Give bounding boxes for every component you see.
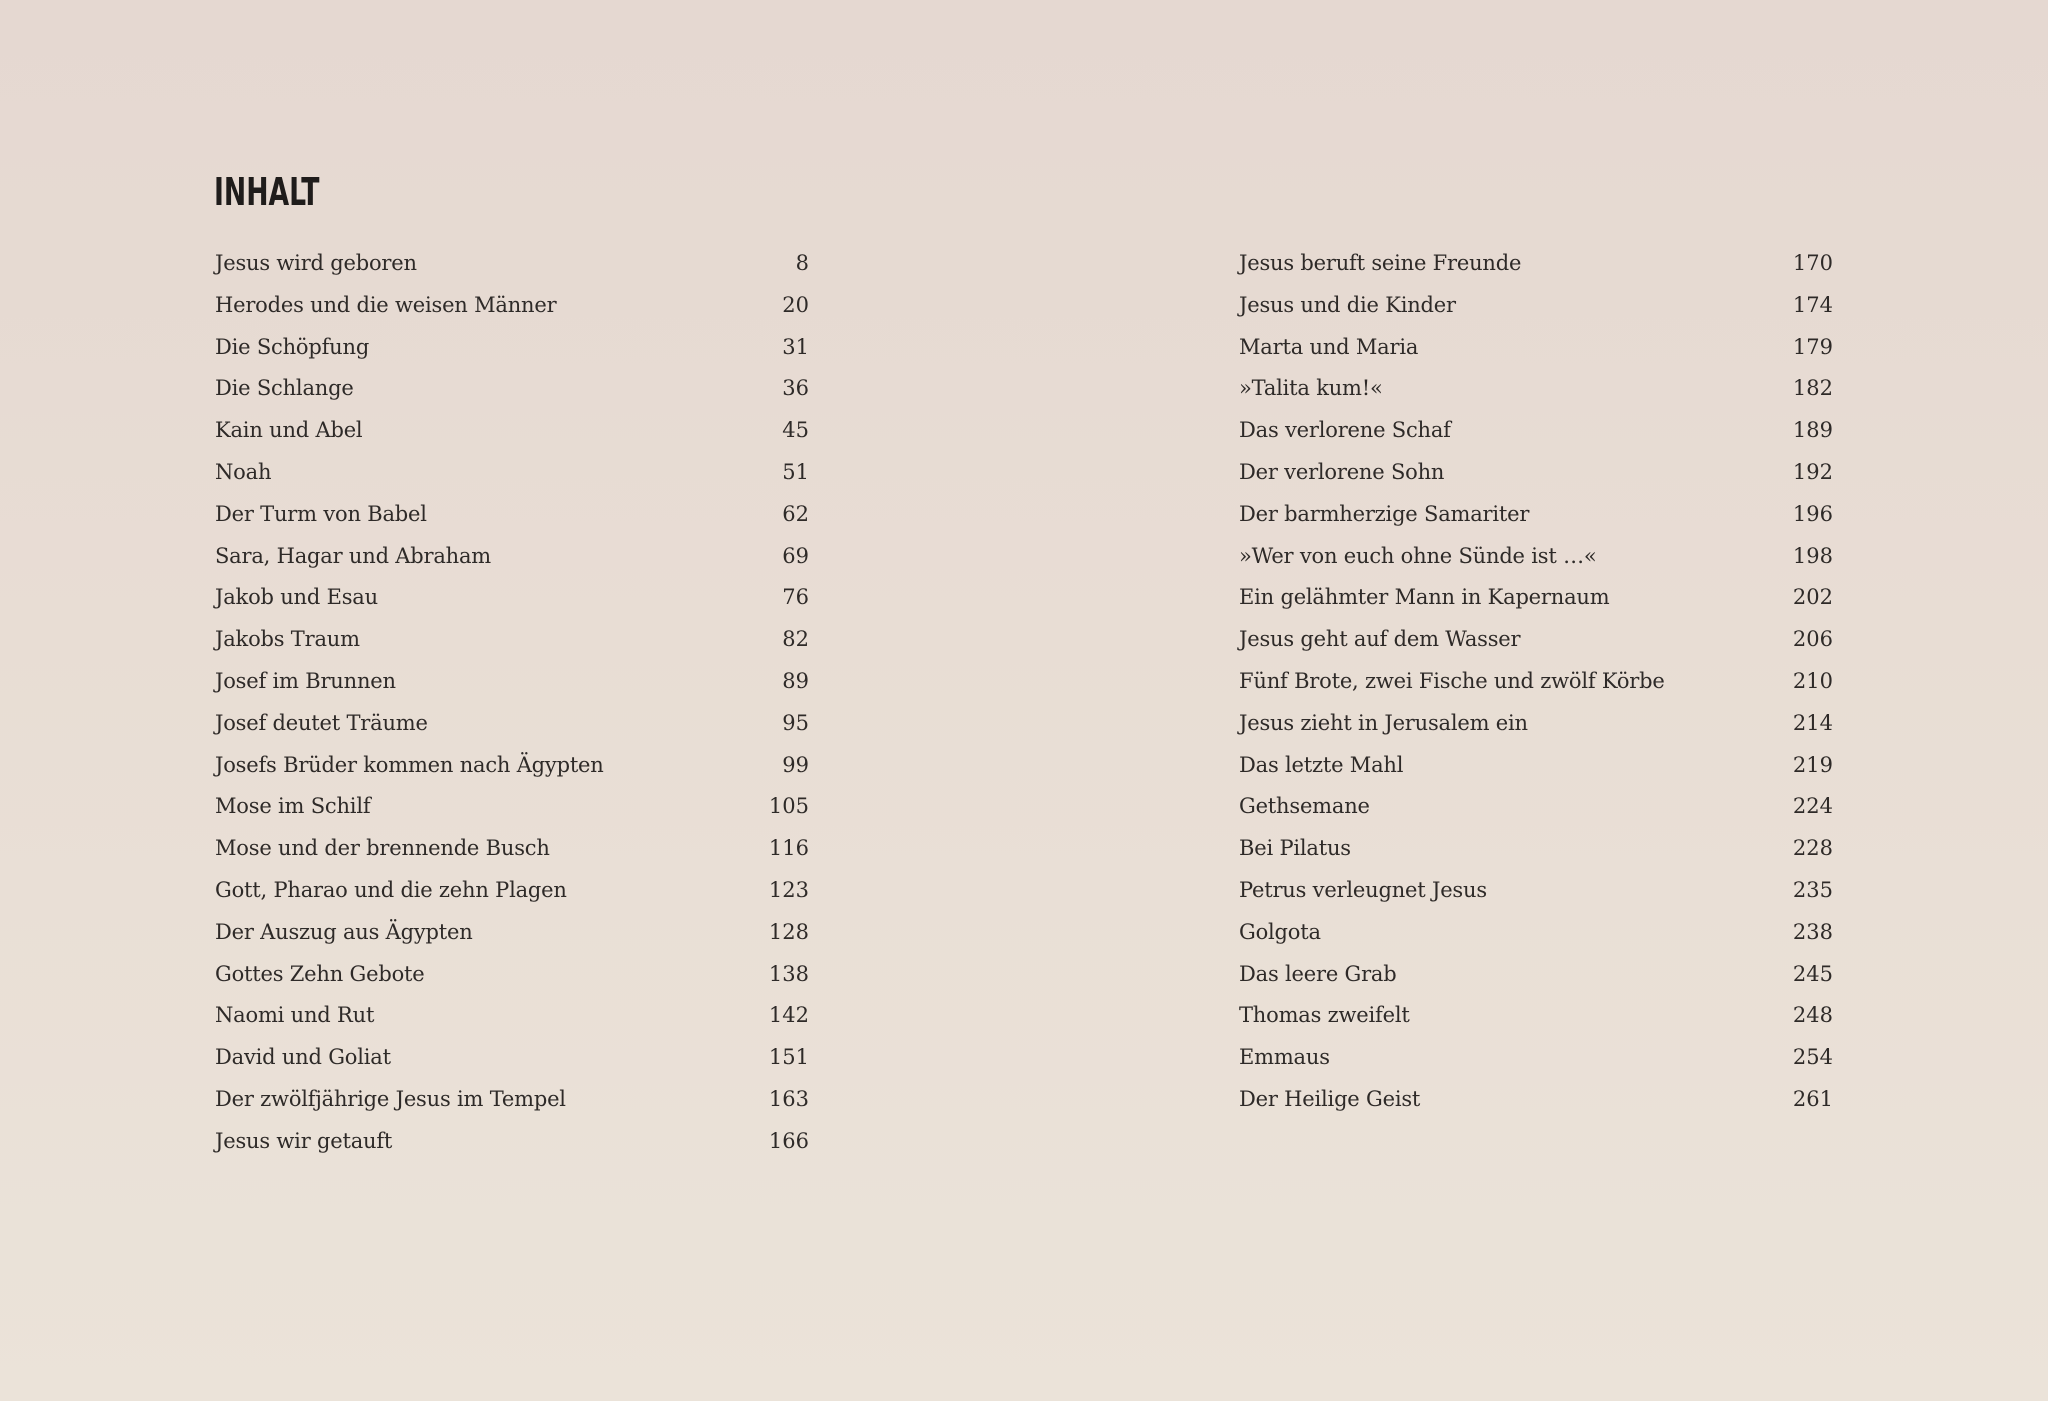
toc-entry-page: 163 <box>768 1086 809 1111</box>
toc-entry-page: 261 <box>1792 1086 1833 1111</box>
toc-entry-page: 170 <box>1792 251 1833 275</box>
toc-entry[interactable] <box>215 285 809 327</box>
toc-entry[interactable] <box>1239 954 1833 996</box>
toc-entry-page: 69 <box>782 543 809 568</box>
toc-entry-label: Jakobs Traum <box>215 627 360 652</box>
toc-entry-label: Josef im Brunnen <box>215 668 396 693</box>
toc-entry-page: 198 <box>1792 543 1833 568</box>
toc-entry-page: 224 <box>1792 794 1833 819</box>
toc-entry-label: Jesus wird geboren <box>215 251 417 275</box>
toc-entry[interactable] <box>1239 452 1833 494</box>
toc-entry-label: Gottes Zehn Gebote <box>215 961 425 986</box>
toc-entry[interactable] <box>1239 745 1833 787</box>
toc-entry[interactable] <box>215 452 809 494</box>
toc-entry-page: 45 <box>782 418 809 443</box>
toc-entry[interactable] <box>1239 995 1833 1037</box>
toc-entry[interactable] <box>1239 1037 1833 1079</box>
toc-entry-label: Mose und der brennende Busch <box>215 836 550 861</box>
toc-entry[interactable] <box>1239 912 1833 954</box>
toc-entry[interactable] <box>215 1079 809 1121</box>
toc-entry-label: Jesus geht auf dem Wasser <box>1239 627 1521 652</box>
toc-entry-label: Der zwölfjährige Jesus im Tempel <box>215 1086 566 1111</box>
toc-entry-label: Jesus zieht in Jerusalem ein <box>1239 710 1528 735</box>
toc-entry-page: 105 <box>768 794 809 819</box>
toc-entry-label: Ein gelähmter Mann in Kapernaum <box>1239 585 1610 610</box>
toc-entry-label: Das letzte Mahl <box>1239 752 1404 777</box>
toc-entry-page: 8 <box>795 251 809 275</box>
toc-entry-label: Der Turm von Babel <box>215 501 427 526</box>
toc-entry[interactable] <box>1239 786 1833 828</box>
toc-entry-page: 182 <box>1792 376 1833 401</box>
toc-entry[interactable] <box>1239 327 1833 369</box>
toc-entry-page: 123 <box>768 877 809 902</box>
toc-entry[interactable] <box>215 494 809 536</box>
toc-entry[interactable] <box>1239 619 1833 661</box>
toc-entry[interactable] <box>215 661 809 703</box>
toc-entry[interactable] <box>215 745 809 787</box>
toc-entry[interactable] <box>215 995 809 1037</box>
toc-entry[interactable] <box>1239 828 1833 870</box>
toc-entry[interactable] <box>1239 494 1833 536</box>
toc-entry-label: Der Auszug aus Ägypten <box>215 919 473 944</box>
toc-entry-label: »Talita kum!« <box>1239 376 1383 401</box>
toc-entry-label: Jakob und Esau <box>215 585 378 610</box>
toc-entry-page: 214 <box>1792 710 1833 735</box>
toc-column-right <box>1239 243 1833 1121</box>
toc-entry-label: Der barmherzige Samariter <box>1239 501 1530 526</box>
toc-entry-page: 89 <box>782 668 809 693</box>
toc-entry-page: 31 <box>782 334 809 359</box>
toc-entry-page: 116 <box>768 836 809 861</box>
toc-entry-label: Gethsemane <box>1239 794 1370 819</box>
toc-entry-label: Golgota <box>1239 919 1321 944</box>
toc-entry-label: Petrus verleugnet Jesus <box>1239 877 1487 902</box>
toc-entry[interactable] <box>1239 243 1833 285</box>
toc-entry-label: Thomas zweifelt <box>1239 1003 1410 1028</box>
toc-entry[interactable] <box>215 619 809 661</box>
toc-entry-page: 62 <box>782 501 809 526</box>
toc-entry-label: Herodes und die weisen Männer <box>215 292 557 317</box>
toc-entry-page: 166 <box>768 1128 809 1153</box>
toc-entry[interactable] <box>1239 577 1833 619</box>
toc-entry-page: 219 <box>1792 752 1833 777</box>
toc-entry-page: 142 <box>768 1003 809 1028</box>
toc-entry-page: 82 <box>782 627 809 652</box>
toc-entry[interactable] <box>215 243 809 285</box>
toc-entry-label: Jesus wir getauft <box>215 1128 393 1153</box>
toc-entry-label: Die Schlange <box>215 376 354 401</box>
toc-entry-page: 36 <box>782 376 809 401</box>
toc-entry-label: Gott, Pharao und die zehn Plagen <box>215 877 567 902</box>
toc-entry[interactable] <box>1239 1079 1833 1121</box>
toc-entry[interactable] <box>215 536 809 578</box>
toc-entry-label: Das verlorene Schaf <box>1239 418 1451 443</box>
toc-entry-page: 245 <box>1792 961 1833 986</box>
toc-entry-page: 192 <box>1792 459 1833 484</box>
toc-entry-label: Der Heilige Geist <box>1239 1086 1421 1111</box>
toc-entry[interactable] <box>215 703 809 745</box>
toc-entry-page: 210 <box>1792 668 1833 693</box>
toc-entry[interactable] <box>215 912 809 954</box>
toc-entry[interactable] <box>215 577 809 619</box>
toc-entry-label: Jesus und die Kinder <box>1239 292 1456 317</box>
toc-entry[interactable] <box>215 828 809 870</box>
toc-entry-page: 202 <box>1792 585 1833 610</box>
toc-entry-page: 95 <box>782 710 809 735</box>
toc-entry[interactable] <box>215 1037 809 1079</box>
toc-entry-label: Jesus beruft seine Freunde <box>1239 251 1522 275</box>
toc-entry-label: Der verlorene Sohn <box>1239 459 1445 484</box>
toc-entry[interactable] <box>1239 536 1833 578</box>
toc-entry-label: David und Goliat <box>215 1045 391 1070</box>
toc-entry[interactable] <box>215 410 809 452</box>
toc-entry-label: Das leere Grab <box>1239 961 1397 986</box>
toc-entry[interactable] <box>215 1121 809 1163</box>
toc-entry[interactable] <box>1239 870 1833 912</box>
toc-entry-label: Marta und Maria <box>1239 334 1419 359</box>
toc-entry-label: Bei Pilatus <box>1239 836 1351 861</box>
toc-entry-label: Noah <box>215 459 272 484</box>
toc-entry-page: 128 <box>768 919 809 944</box>
toc-entry-page: 196 <box>1792 501 1833 526</box>
toc-entry-label: »Wer von euch ohne Sünde ist …« <box>1239 543 1597 568</box>
toc-entry[interactable] <box>1239 285 1833 327</box>
toc-entry-page: 254 <box>1792 1045 1833 1070</box>
toc-entry-page: 51 <box>782 459 809 484</box>
toc-entry[interactable] <box>1239 410 1833 452</box>
toc-entry-label: Mose im Schilf <box>215 794 371 819</box>
toc-entry[interactable] <box>215 368 809 410</box>
toc-entry-label: Sara, Hagar und Abraham <box>215 543 492 568</box>
toc-entry-page: 151 <box>768 1045 809 1070</box>
toc-entry-label: Naomi und Rut <box>215 1003 375 1028</box>
toc-entry-label: Emmaus <box>1239 1045 1330 1070</box>
toc-entry[interactable] <box>215 870 809 912</box>
toc-entry-page: 238 <box>1792 919 1833 944</box>
toc-entry[interactable] <box>215 954 809 996</box>
toc-entry-page: 228 <box>1792 836 1833 861</box>
toc-entry[interactable] <box>1239 703 1833 745</box>
toc-entry[interactable] <box>1239 661 1833 703</box>
toc-entry-page: 20 <box>782 292 809 317</box>
toc-entry[interactable] <box>215 327 809 369</box>
toc-entry-label: Josefs Brüder kommen nach Ägypten <box>215 752 604 777</box>
toc-entry-page: 248 <box>1792 1003 1833 1028</box>
page-title: INHALT <box>214 170 320 214</box>
toc-entry-page: 174 <box>1792 292 1833 317</box>
toc-entry-page: 235 <box>1792 877 1833 902</box>
toc-entry-page: 179 <box>1792 334 1833 359</box>
toc-entry-page: 99 <box>782 752 809 777</box>
toc-entry-label: Josef deutet Träume <box>215 710 428 735</box>
toc-entry[interactable] <box>215 786 809 828</box>
toc-entry-page: 189 <box>1792 418 1833 443</box>
toc-entry-label: Kain und Abel <box>215 418 363 443</box>
toc-entry-label: Fünf Brote, zwei Fische und zwölf Körbe <box>1239 668 1665 693</box>
toc-entry-label: Die Schöpfung <box>215 334 370 359</box>
toc-entry-page: 76 <box>782 585 809 610</box>
toc-entry-page: 206 <box>1792 627 1833 652</box>
toc-column-left <box>215 243 809 1163</box>
toc-entry[interactable] <box>1239 368 1833 410</box>
toc-entry-page: 138 <box>768 961 809 986</box>
